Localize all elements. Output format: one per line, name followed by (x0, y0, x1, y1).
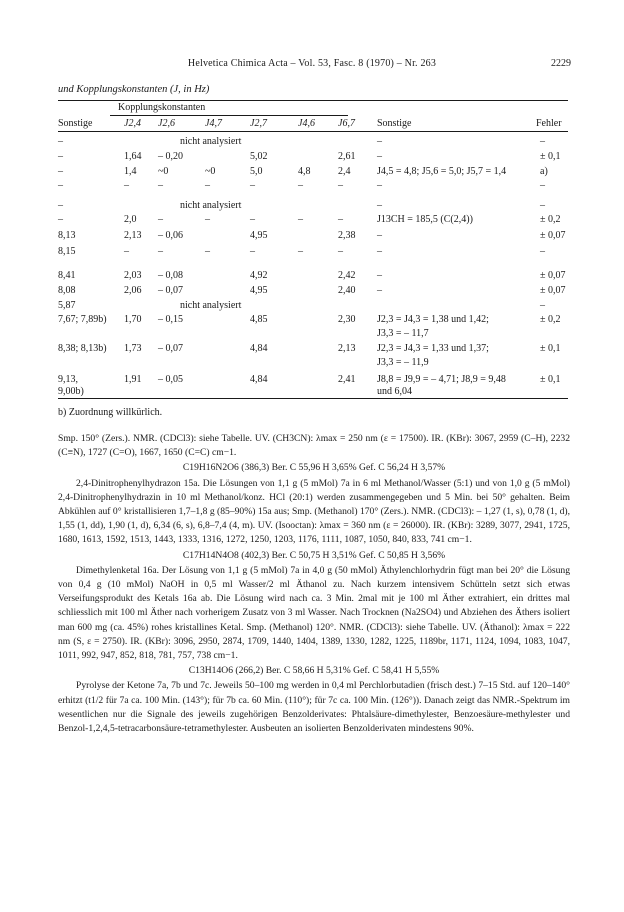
table-caption: und Kopplungskonstanten (J, in Hz) (58, 84, 210, 95)
table-cell: – (298, 246, 303, 257)
table-cell: – (58, 180, 63, 191)
table-cell: – (540, 136, 545, 147)
table-footnote: b) Zuordnung willkürlich. (58, 407, 163, 418)
table-cell: 8,41 (58, 270, 76, 281)
table-cell: – (377, 136, 382, 147)
table-cell: 2,30 (338, 314, 356, 325)
table-cell: 2,13 (338, 343, 356, 354)
table-cell: 4,84 (250, 343, 268, 354)
table-cell: – 0,05 (158, 374, 183, 385)
table-cell: – (298, 214, 303, 225)
table-cell: – 0,20 (158, 151, 183, 162)
table-cell: J2,3 = J4,3 = 1,38 und 1,42; (377, 314, 489, 325)
table-cell: ± 0,2 (540, 314, 561, 325)
table-cell: – (58, 151, 63, 162)
table-cell: J4,5 = 4,8; J5,6 = 5,0; J5,7 = 1,4 (377, 166, 507, 177)
table-cell: – (377, 246, 382, 257)
table-cell: – (58, 200, 63, 211)
table-cell: 1,91 (124, 374, 142, 385)
column-header: Fehler (536, 118, 562, 129)
table-cell: ± 0,07 (540, 285, 566, 296)
group-header-rule (110, 115, 348, 116)
table-cell: – (158, 214, 163, 225)
table-cell: 1,73 (124, 343, 142, 354)
table-cell: J3,3 = – 11,9 (377, 357, 429, 368)
table-header-rule (58, 131, 568, 132)
table-cell: nicht analysiert (180, 200, 242, 211)
table-cell: – (338, 246, 343, 257)
column-header: J2,6 (158, 118, 175, 129)
table-cell: – 0,08 (158, 270, 183, 281)
column-header: J6,7 (338, 118, 355, 129)
table-cell: – (250, 180, 255, 191)
analysis-line-1: C19H16N2O6 (386,3) Ber. C 55,96 H 3,65% Gef. C 56,24 H 3,57% (182, 462, 446, 474)
analysis-line-3: C13H14O6 (266,2) Ber. C 58,66 H 5,31% Gef. C 58,41 H 5,55% (188, 665, 440, 677)
page-number: 2229 (551, 58, 571, 69)
table-top-rule (58, 100, 568, 101)
table-cell: – (377, 151, 382, 162)
table-cell: 2,38 (338, 230, 356, 241)
table-cell: – (540, 300, 545, 311)
table-cell: – (377, 180, 382, 191)
table-cell: 1,4 (124, 166, 137, 177)
column-header: J2,7 (250, 118, 267, 129)
table-cell: nicht analysiert (180, 300, 242, 311)
table-cell: 1,64 (124, 151, 142, 162)
table-cell: – (377, 200, 382, 211)
table-cell: 2,4 (338, 166, 351, 177)
table-cell: – (158, 180, 163, 191)
table-cell: – 0,15 (158, 314, 183, 325)
table-cell: 2,40 (338, 285, 356, 296)
table-cell: – (250, 246, 255, 257)
table-cell: ± 0,1 (540, 374, 561, 385)
table-cell: 9,00b) (58, 386, 84, 397)
table-cell: J3,3 = – 11,7 (377, 328, 429, 339)
column-header: Sonstige (377, 118, 412, 129)
table-cell: – (205, 180, 210, 191)
table-cell: – (338, 180, 343, 191)
table-cell: – (124, 246, 129, 257)
table-cell: 4,95 (250, 230, 268, 241)
table-cell: 8,08 (58, 285, 76, 296)
table-cell: 8,38; 8,13b) (58, 343, 107, 354)
table-cell: – (377, 270, 382, 281)
table-cell: – (124, 180, 129, 191)
paragraph-ketal: Dimethylenketal 16a. Der Lösung von 1,1 g (5 mMol) 7a in 4,0 g (50 mMol) Äthylenchlorhydrin fügt man bei 20° die Lösung von 0,4 g (10 mMol) NaOH in 0,5 ml Wasser/2 ml Äthanol zu. Nach kurzem intensivem Schütteln setzt sich etwas Verseifungsprodukt des Ketals 16a ab. Die Lösung wird nach ca. 3 Min. 2mal mit je 100 ml Äther extrahiert, ein drittes mal schliesslich mit 100 ml Äther nach vorherigem Zusatz von 3 ml Wasser. Nach Trocknen (Na2SO4) und Abziehen des Äthers isoliert man 600 mg (ca. 45%) rohes kristallines Ketal. Smp. (Methanol) 120°. NMR. (CDCl3): siehe Tabelle. UV. (Äthanol): λmax = 222 nm (S, ε = 2750). IR. (KBr): 3096, 2950, 2874, 1709, 1440, 1404, 1389, 1330, 1282, 1225, 1189br, 1171, 1124, 1094, 1083, 1047, 1011, 992, 947, 852, 818, 781, 757, 738 cm−1. (58, 564, 570, 662)
table-cell: 1,70 (124, 314, 142, 325)
table-cell: J2,3 = J4,3 = 1,33 und 1,37; (377, 343, 489, 354)
table-cell: – (540, 246, 545, 257)
column-header: J2,4 (124, 118, 141, 129)
table-cell: – (377, 230, 382, 241)
table-cell: 2,0 (124, 214, 137, 225)
table-cell: 4,85 (250, 314, 268, 325)
table-cell: 4,92 (250, 270, 268, 281)
table-cell: – (58, 166, 63, 177)
table-cell: 7,67; 7,89b) (58, 314, 107, 325)
column-header: Sonstige (58, 118, 93, 129)
group-header: Kopplungskonstanten (118, 102, 206, 113)
table-cell: ± 0,2 (540, 214, 561, 225)
table-cell: ± 0,07 (540, 270, 566, 281)
table-cell: 2,03 (124, 270, 142, 281)
table-cell: 5,02 (250, 151, 268, 162)
table-cell: – 0,07 (158, 285, 183, 296)
paragraph-pyrolyse: Pyrolyse der Ketone 7a, 7b und 7c. Jeweils 50–100 mg werden in 0,4 ml Perchlorbutadien (frisch dest.) 7–15 Std. auf 120–140° erhitzt (t1/2 für 7a ca. 100 Min. (143°); für 7b ca. 60 Min. (110°); für 7c ca. 100 Min. (126°)). Danach zeigt das NMR.-Spektrum im wesentlichen nur die Signale des jeweils zugehörigen Benzolderivates: Phtalsäure-dimethylester, Benzoesäure-methylester und Benzol-1,2,4,5-tetracarbonsäure-tetramethylester. Ausbeuten an isolierten Benzolderivaten mindestens 90%. (58, 680, 570, 735)
table-cell: 9,13, (58, 374, 78, 385)
analysis-line-2: C17H14N4O8 (402,3) Ber. C 50,75 H 3,51% Gef. C 50,85 H 3,56% (182, 549, 446, 561)
table-cell: 4,95 (250, 285, 268, 296)
table-cell: J8,8 = J9,9 = – 4,71; J8,9 = 9,48 (377, 374, 506, 385)
table-cell: 8,15 (58, 246, 76, 257)
table-cell: 5,0 (250, 166, 263, 177)
table-cell: – (205, 246, 210, 257)
table-cell: 5,87 (58, 300, 76, 311)
table-cell: 2,06 (124, 285, 142, 296)
table-cell: ± 0,07 (540, 230, 566, 241)
body-text (58, 432, 570, 736)
table-cell: nicht analysiert (180, 136, 242, 147)
table-cell: – (58, 214, 63, 225)
table-cell: 2,41 (338, 374, 356, 385)
table-cell: – (158, 246, 163, 257)
table-cell: – (540, 180, 545, 191)
table-bottom-rule (58, 398, 568, 399)
table-cell: ~0 (158, 166, 169, 177)
table-cell: ± 0,1 (540, 151, 561, 162)
paragraph-hydrazon: 2,4-Dinitrophenylhydrazon 15a. Die Lösungen von 1,1 g (5 mMol) 7a in 6 ml Methanol/Wasser (5:1) und von 1,0 g (5 mMol) 2,4-Dinitrophenylhydrazin in 10 ml Methanol/konz. HCl (20:1) werden zusammengegeben und 5 Min. bei 50° gehalten. Beim Abkühlen auf 0° kristallisieren 1,7–1,8 g (85–90%) 15a aus; Smp. (Methanol) 170° (Zers.). NMR. (CDCl3): – 1,27 (1, s), 0,78 (1, d), 1,55 (1, dd), 1,90 (1, d), 6,34 (6, s), 6,8–7,4 (4, m). UV. (Isooctan): λmax = 360 nm (ε = 26000). IR. (KBr): 3289, 3077, 2941, 1725, 1680, 1613, 1592, 1513, 1443, 1333, 1316, 1272, 1250, 1203, 1176, 1111, 1087, 1050, 840, 833, 741 cm−1. (58, 477, 570, 546)
table-cell: – 0,06 (158, 230, 183, 241)
table-cell: – 0,07 (158, 343, 183, 354)
table-cell: 4,8 (298, 166, 311, 177)
table-cell: und 6,04 (377, 386, 412, 397)
table-cell: J13CH = 185,5 (C(2,4)) (377, 214, 473, 225)
table-cell: – (205, 214, 210, 225)
table-cell: – (58, 136, 63, 147)
paragraph-smp: Smp. 150° (Zers.). NMR. (CDCl3): siehe Tabelle. UV. (CH3CN): λmax = 250 nm (ε = 17500). IR. (KBr): 3067, 2959 (C–H), 2232 (C≡N), 1727 (C=O), 1667, 1650 (C=C) cm−1. (58, 433, 570, 459)
table-cell: – (338, 214, 343, 225)
column-header: J4,7 (205, 118, 222, 129)
table-cell: – (298, 180, 303, 191)
table-cell: 2,13 (124, 230, 142, 241)
table-cell: – (377, 285, 382, 296)
table-cell: – (250, 214, 255, 225)
table-cell: a) (540, 166, 548, 177)
running-header: Helvetica Chimica Acta – Vol. 53, Fasc. 8 (1970) – Nr. 263 (187, 58, 437, 69)
table-cell: 4,84 (250, 374, 268, 385)
table-cell: – (540, 200, 545, 211)
table-cell: 8,13 (58, 230, 76, 241)
table-cell: 2,61 (338, 151, 356, 162)
table-cell: 2,42 (338, 270, 356, 281)
column-header: J4,6 (298, 118, 315, 129)
table-cell: ± 0,1 (540, 343, 561, 354)
table-cell: ~0 (205, 166, 216, 177)
